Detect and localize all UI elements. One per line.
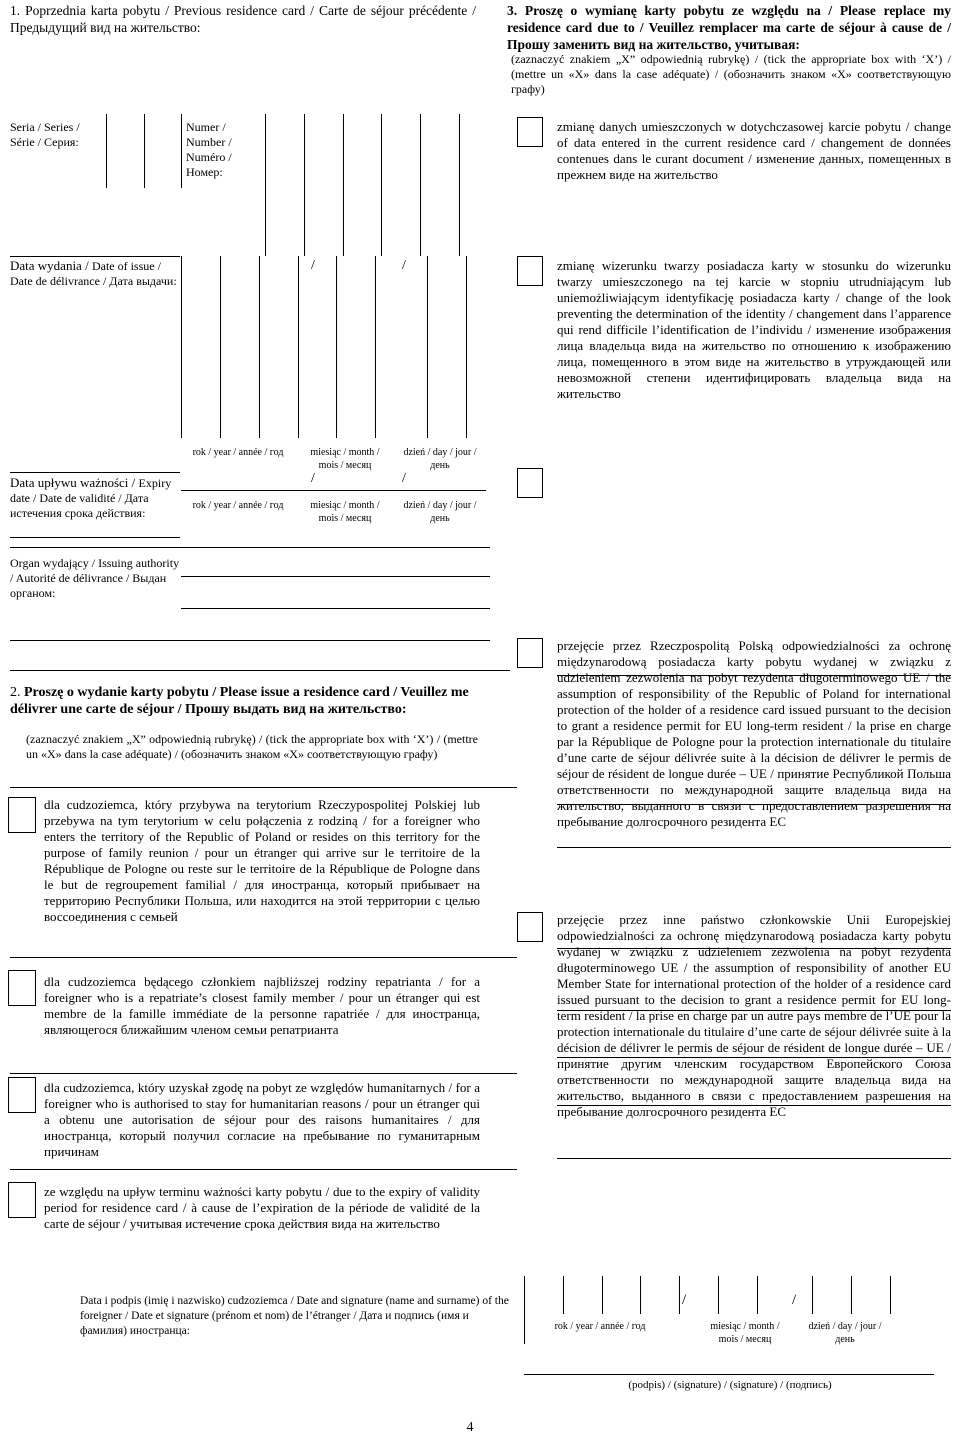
signature-date-field[interactable] (524, 1276, 890, 1314)
expiry-date-label: Data upływu ważności / Expiry date / Date de validité / Дата истечения срока действия: (10, 475, 172, 520)
issue-year-caption: rok / year / année / год (192, 447, 284, 458)
number-label: Numer / Number / Numéro / Номер: (186, 120, 232, 179)
sec2-option-1: dla cudzoziemca, który przybywa na terytorium Rzeczypospolitej Polskiej lub przebywa na tym terytorium w celu połączenia z rodziną / for a foreigner who enters the territory of the Republic of Poland or resides on this territory for the purpose of family reunion / pour un étranger qui arrive sur le territoire de la République de Pologne ou reste sur le territoire de la République de Pologne dans le but de regroupement familial / для иностранца, который прибывает на территорию Республики Польша, или находится на этой территории с целью воссоединения с семьей (44, 797, 480, 924)
sec3-checkbox-1[interactable] (517, 117, 543, 147)
signature-day-caption: dzień / day / jour / день (808, 1321, 882, 1345)
signature-field[interactable] (524, 1344, 934, 1374)
authority-field[interactable] (181, 548, 490, 640)
sec2-option-2: dla cudzoziemca będącego członkiem najbliższej rodziny repatrianta / for a foreigner who is a repatriate’s closest family member / pour un étranger qui est membre de la famille immédiate de la personne rapatriée / для иностранца, являющегося ближайшим членом семьи репатрианта (44, 974, 480, 1037)
section2-title: 2. Proszę o wydanie karty pobytu / Please issue a residence card / Veuillez me délivrer une carte de séjour / Прошу выдать вид на жительство: (10, 685, 469, 717)
sec3-checkbox-blank[interactable] (517, 468, 543, 498)
signature-month-caption: miesiąc / month / mois / месяц (710, 1321, 780, 1345)
signature-label: Data i podpis (imię i nazwisko) cudzoziemca / Date and signature (name and surname) of the foreigner / Date et signature (prénom et nom) de l’étranger / Дата и подпись (имя и фамилия) иностранца: (80, 1295, 509, 1337)
expiry-slash-2: / (402, 471, 406, 486)
expiry-month-caption: miesiąc / month / mois / месяц (310, 500, 380, 524)
sec2-checkbox-3[interactable] (8, 1077, 36, 1113)
signature-slash-2: / (792, 1292, 797, 1308)
sec3-option-4: przejęcie przez inne państwo członkowskie Unii Europejskiej odpowiedzialności za ochronę międzynarodową posiadacza karty pobytu wydanej w związku z udzieleniem zezwolenia na pobyt rezydenta długoterminowego UE / the assumption of responsibility of another EU Member State for international protection of the holder of a residence card issued pursuant to the decision to grant a residence permit for EU long-term resident / la prise en charge par un autre pays membre de l’UE pour la protection internationale du titulaire d’une carte de séjour délivrée suite à la décision de délivrer le permis de séjour de résident de longue durée – UE / принятие другим членским государством Европейского Союза ответственности по международной защите владельца вида на жительство, выданного в связи с предоставлением разрешения на пребывание долгосрочного резидента ЕС (557, 912, 951, 1119)
expiry-year-caption: rok / year / année / год (192, 500, 284, 511)
issue-month-caption: miesiąc / month / mois / месяц (310, 447, 380, 471)
issue-day-caption: dzień / day / jour / день (403, 447, 477, 471)
sec2-option-3: dla cudzoziemca, który uzyskał zgodę na pobyt ze względów humanitarnych / for a foreigner who is authorised to stay for humanitarian reasons / pour un étranger qui a obtenu une autorisation de séjour pour des raisons humanitaires / для иностранца, который получил согласие на пребывание по гуманитарным причинам (44, 1080, 480, 1159)
sec2-checkbox-4[interactable] (8, 1182, 36, 1218)
sec2-checkbox-1[interactable] (8, 797, 36, 833)
sec3-checkbox-4[interactable] (517, 912, 543, 942)
sec3-checkbox-3[interactable] (517, 638, 543, 668)
sec3-checkbox-2[interactable] (517, 256, 543, 286)
series-label: Seria / Series / Série / Серия: (10, 120, 80, 149)
signature-slash-1: / (682, 1292, 687, 1308)
issue-slash-2: / (402, 258, 406, 273)
issue-slash-1: / (311, 258, 315, 273)
expiry-slash-1: / (311, 471, 315, 486)
signature-caption: (podpis) / (signature) / (signature) / (подпись) (628, 1379, 832, 1391)
issue-date-label: Data wydania / Date of issue / Date de délivrance / Дата выдачи: (10, 258, 177, 288)
number-field[interactable] (265, 114, 459, 256)
section3-title: 3. Proszę o wymianę karty pobytu ze względu na / Please replace my residence card due to / Veuillez remplacer ma carte de séjour à cause de / Прошу заменить вид на жительство, учитывая: (507, 3, 951, 52)
section3-hint: (zaznaczyć znakiem „X” odpowiednią rubrykę) / (tick the appropriate box with ‘X’) / (mettre un «X» dans la case adéquate) / (обозначить знаком «X» соответствующую графу) (511, 52, 951, 96)
expiry-day-caption: dzień / day / jour / день (403, 500, 477, 524)
authority-label: Organ wydający / Issuing authority / Autorité de délivrance / Выдан органом: (10, 556, 180, 600)
section2-hint: (zaznaczyć znakiem „X” odpowiednią rubrykę) / (tick the appropriate box with ‘X’) / (mettre un «X» dans la case adéquate) / (обозначить знаком «X» соответствующую графу) (26, 732, 478, 761)
sec2-checkbox-2[interactable] (8, 970, 36, 1006)
page-number: 4 (466, 1420, 474, 1435)
expiry-date-field[interactable] (181, 470, 486, 492)
sec3-option-3: przejęcie przez Rzeczpospolitą Polską odpowiedzialności za ochronę międzynarodową posiadacza karty pobytu wydanej w związku z udzieleniem zezwolenia na pobyt rezydenta długoterminowego UE / the assumption of responsibility of the Republic of Poland for international protection of the holder of a residence card issued pursuant to the decision to grant a residence permit for EU long-term resident / la prise en charge par la République de Pologne pour la protection internationale du titulaire d’une carte de séjour délivrée suite à la décision de délivrer le permis de séjour de résident de longue durée – UE / принятие Республикой Польша ответственности по международной защите владельца вида на жительство, выданного в связи с предоставлением разрешения на пребывание долгосрочного резидента ЕС (557, 638, 951, 829)
sec3-option-2: zmianę wizerunku twarzy posiadacza karty w stosunku do wizerunku twarzy umieszczonego na tej karcie w stopniu utrudniającym lub uniemożliwiającym identyfikację posiadacza karty / change of the look preventing the determination of the identity / changement dans l’apparence qui rend difficile l’identification de l’individu / изменение изображения лица владельца вида на жительство по отношению к изображению лица, помещенного в этом виде на жительство в утруждающей или невозможной степени идентифицировать владельца вида на жительство (557, 258, 951, 401)
section1-title: 1. Poprzednia karta pobytu / Previous residence card / Carte de séjour précédente / Предыдущий вид на жительство: (10, 3, 476, 35)
sec3-option-1: zmianę danych umieszczonych w dotychczasowej karcie pobytu / change of data entered in the current residence card / changement de données contenues dans le curant document / изменение данных, помещенных в прежнем виде на жительство (557, 119, 951, 182)
series-field[interactable] (106, 114, 181, 188)
sec2-option-4: ze względu na upływ terminu ważności karty pobytu / due to the expiry of validity period for residence card / à cause de l’expiration de la période de validité de la carte de séjour / учитывая истечение срока действия вида на жительство (44, 1184, 480, 1231)
signature-year-caption: rok / year / année / год (554, 1321, 646, 1332)
issue-date-field[interactable] (181, 256, 466, 438)
